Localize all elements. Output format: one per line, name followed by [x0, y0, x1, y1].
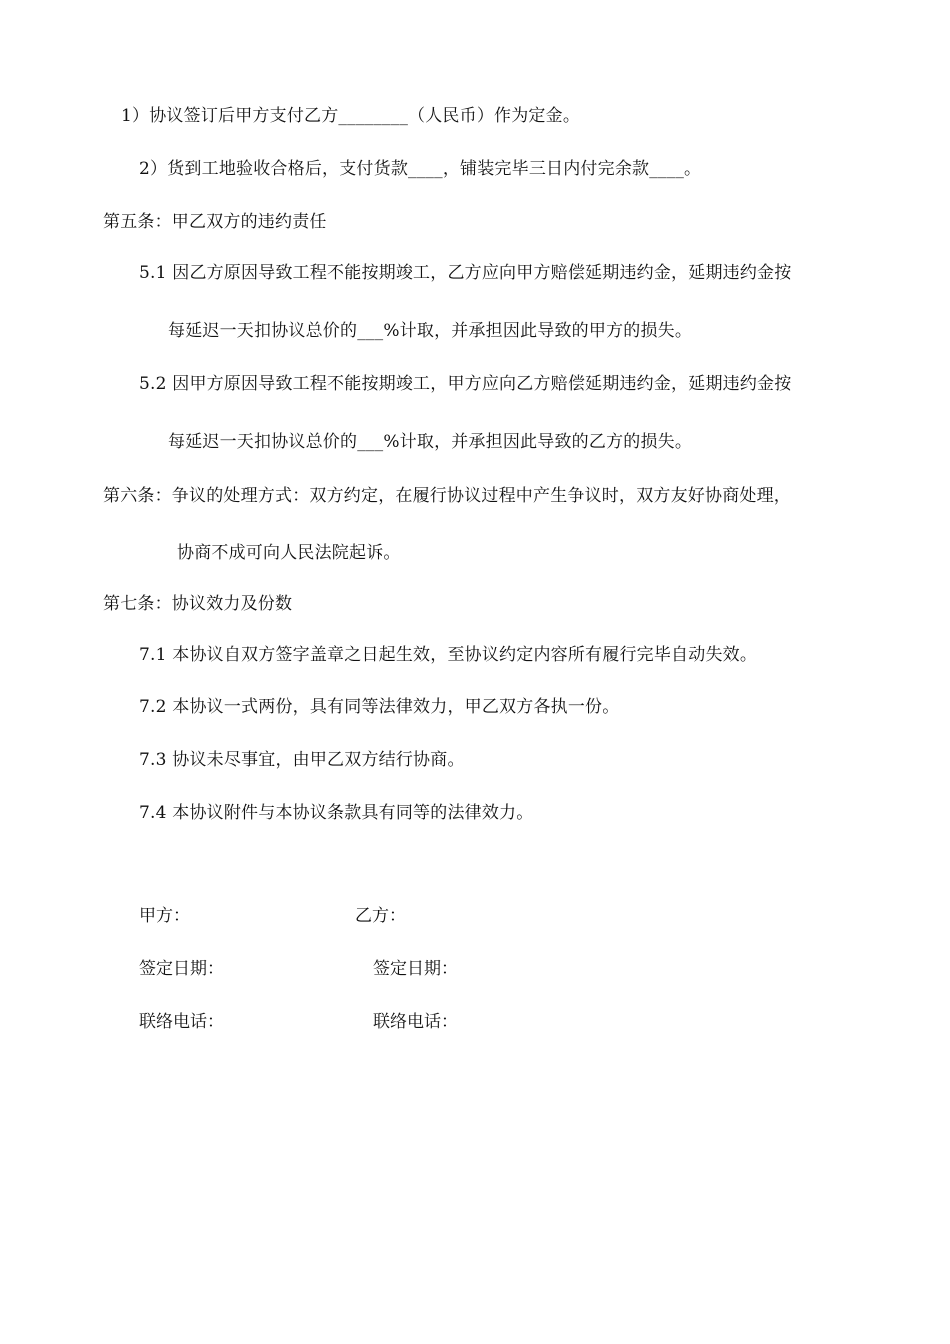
- clause-5-2-suffix: %计取，并承担因此导致的乙方的损失。: [383, 432, 693, 452]
- payment-item-1: [121, 104, 580, 128]
- clause-5-1-suffix: %计取，并承担因此导致的甲方的损失。: [383, 321, 693, 341]
- clause-5-1-prefix: 每延迟一天扣协议总价的: [168, 321, 358, 341]
- party-a-phone-label: 联络电话：: [139, 1012, 224, 1032]
- article-7-heading: 第七条：协议效力及份数: [103, 594, 293, 614]
- balance-payment-blank: ____: [649, 159, 685, 179]
- clause-7-1: 7.1 本协议自双方签字盖章之日起生效，至协议约定内容所有履行完毕自动失效。: [139, 645, 758, 665]
- party-a-label: 甲方：: [139, 906, 190, 926]
- clause-7-4: 7.4 本协议附件与本协议条款具有同等的法律效力。: [139, 803, 534, 823]
- article-6-line-2: 协商不成可向人民法院起诉。: [177, 543, 401, 563]
- payment-item-2-middle: ，铺装完毕三日内付完余款: [442, 159, 650, 179]
- deposit-amount-blank: ________: [338, 106, 409, 126]
- clause-5-2-line-1: 5.2 因甲方原因导致工程不能按期竣工，甲方应向乙方赔偿延期违约金，延期违约金按: [139, 374, 792, 394]
- clause-5-1-line-1: 5.1 因乙方原因导致工程不能按期竣工，乙方应向甲方赔偿延期违约金，延期违约金按: [139, 263, 792, 283]
- article-6-line-1: 第六条：争议的处理方式：双方约定，在履行协议过程中产生争议时，双方友好协商处理，: [103, 486, 791, 506]
- party-b-phone-label: 联络电话：: [373, 1012, 458, 1032]
- party-b-label: 乙方：: [355, 906, 406, 926]
- clause-5-2-prefix: 每延迟一天扣协议总价的: [168, 432, 358, 452]
- payment-item-2: [139, 157, 701, 181]
- payment-item-2-prefix: 2）货到工地验收合格后，支付货款: [139, 159, 409, 179]
- clause-5-2-line-2: [168, 430, 692, 454]
- payment-item-1-suffix: （人民币）作为定金。: [408, 106, 581, 126]
- payment-item-2-suffix: 。: [684, 159, 702, 179]
- party-b-date-label: 签定日期：: [373, 959, 458, 979]
- article-5-heading: 第五条：甲乙双方的违约责任: [103, 212, 327, 232]
- clause-7-3: 7.3 协议未尽事宜，由甲乙双方结行协商。: [139, 750, 465, 770]
- clause-7-2: 7.2 本协议一式两份，具有同等法律效力，甲乙双方各执一份。: [139, 697, 620, 717]
- party-a-date-label: 签定日期：: [139, 959, 224, 979]
- clause-5-1-percent-blank: ___: [357, 321, 384, 341]
- goods-payment-blank: ____: [408, 159, 443, 179]
- payment-item-1-prefix: 1）协议签订后甲方支付乙方: [121, 106, 339, 126]
- clause-5-2-percent-blank: ___: [357, 432, 384, 452]
- clause-5-1-line-2: [168, 319, 692, 343]
